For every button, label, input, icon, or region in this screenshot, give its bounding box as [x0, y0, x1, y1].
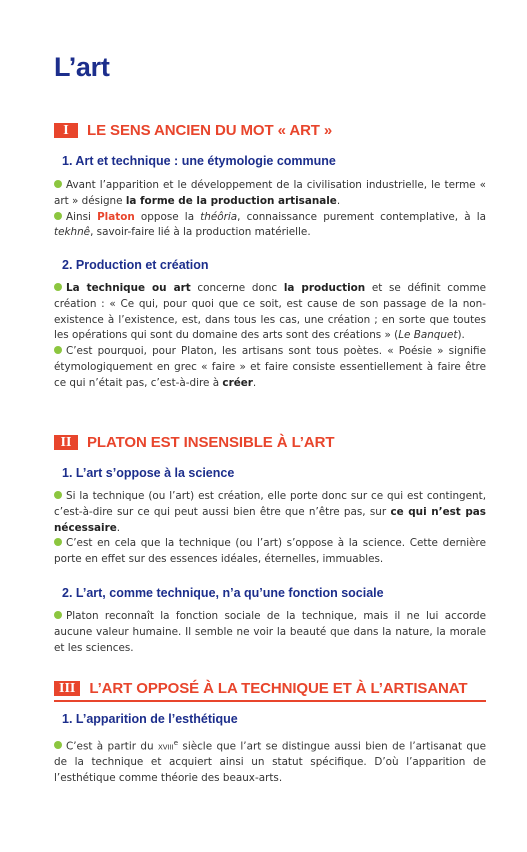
section-2-header	[54, 431, 486, 453]
section-2	[54, 431, 486, 453]
paragraph: Si la technique (ou l’art) est création, elle porte donc sur ce qui est contingent, c’est-à-dire sur ce qui peut aussi bien être que n’être pas, sur ce qui n’est pas nécessaire.	[54, 490, 486, 534]
paragraph: Platon reconnaît la fonction sociale de la technique, mais il ne lui accorde aucune valeur humaine. Il semble ne voir la beauté que dans la nature, la morale et les sciences.	[54, 610, 486, 654]
section-numeral: III	[54, 681, 80, 696]
subsection-2-1	[54, 464, 486, 568]
bullet-icon	[54, 180, 62, 188]
section-3-header	[54, 677, 486, 699]
paragraph: C’est pourquoi, pour Platon, les artisans sont tous poètes. « Poésie » signifie étymologiquement en grec « faire » et faire consiste essentiellement à faire être ce qui n’était pas, c’est-à-dire à créer.	[54, 345, 486, 389]
bullet-icon	[54, 212, 62, 220]
bullet-icon	[54, 611, 62, 619]
section-heading: LE SENS ANCIEN DU MOT « ART »	[87, 121, 333, 139]
section-1	[54, 119, 486, 141]
paragraph: La technique ou art concerne donc la production et se définit comme création : « Ce qui, pour quoi que ce soit, est cause de son passage de la non-existence à l’existence, est, dans tous les cas, une création ; en sorte que toutes les opérations qui sont du domaine des arts sont des créations » (Le Banquet).	[54, 282, 486, 342]
section-heading: PLATON EST INSENSIBLE À L’ART	[87, 433, 335, 451]
bullet-icon	[54, 491, 62, 499]
subsection-1-1	[54, 152, 486, 241]
bullet-icon	[54, 346, 62, 354]
bullet-icon	[54, 741, 62, 749]
section-numeral: I	[54, 123, 78, 138]
subsection-1-2	[54, 256, 486, 392]
page-title: L’art	[54, 52, 110, 82]
paragraph: C’est en cela que la technique (ou l’art) s’oppose à la science. Cette dernière porte en effet sur des essences idéales, éternelles, immuables.	[54, 537, 486, 566]
section-numeral: II	[54, 435, 78, 450]
section-divider	[54, 700, 486, 702]
section-heading: L’ART OPPOSÉ À LA TECHNIQUE ET À L’ARTISANAT	[89, 679, 468, 697]
bullet-icon	[54, 538, 62, 546]
subsection-heading: 1. Art et technique : une étymologie commune	[62, 154, 336, 168]
subsection-heading: 1. L’art s’oppose à la science	[62, 466, 235, 480]
subsection-heading: 2. Production et création	[62, 258, 209, 272]
bullet-icon	[54, 283, 62, 291]
subsection-heading: 1. L’apparition de l’esthétique	[62, 712, 238, 726]
subsection-heading: 2. L’art, comme technique, n’a qu’une fonction sociale	[62, 586, 384, 600]
section-3	[54, 677, 486, 699]
section-1-header	[54, 119, 486, 141]
subsection-3-1	[54, 710, 486, 787]
paragraph: C’est à partir du xviii$^e$ siècle que l’art se distingue aussi bien de l’artisanat que de la technique et acquiert ainsi un statut spécifique. D’où l’apparition de l’esthétique comme théorie des beaux-arts.	[54, 739, 486, 785]
paragraph: Ainsi Platon oppose la théôria, connaissance purement contemplative, à la tekhnê, savoir-faire lié à la production matérielle.	[54, 210, 487, 239]
subsection-2-2	[54, 584, 486, 656]
paragraph: Avant l’apparition et le développement de la civilisation industrielle, le terme « art » désigne la forme de la production artisanale.	[54, 179, 486, 207]
